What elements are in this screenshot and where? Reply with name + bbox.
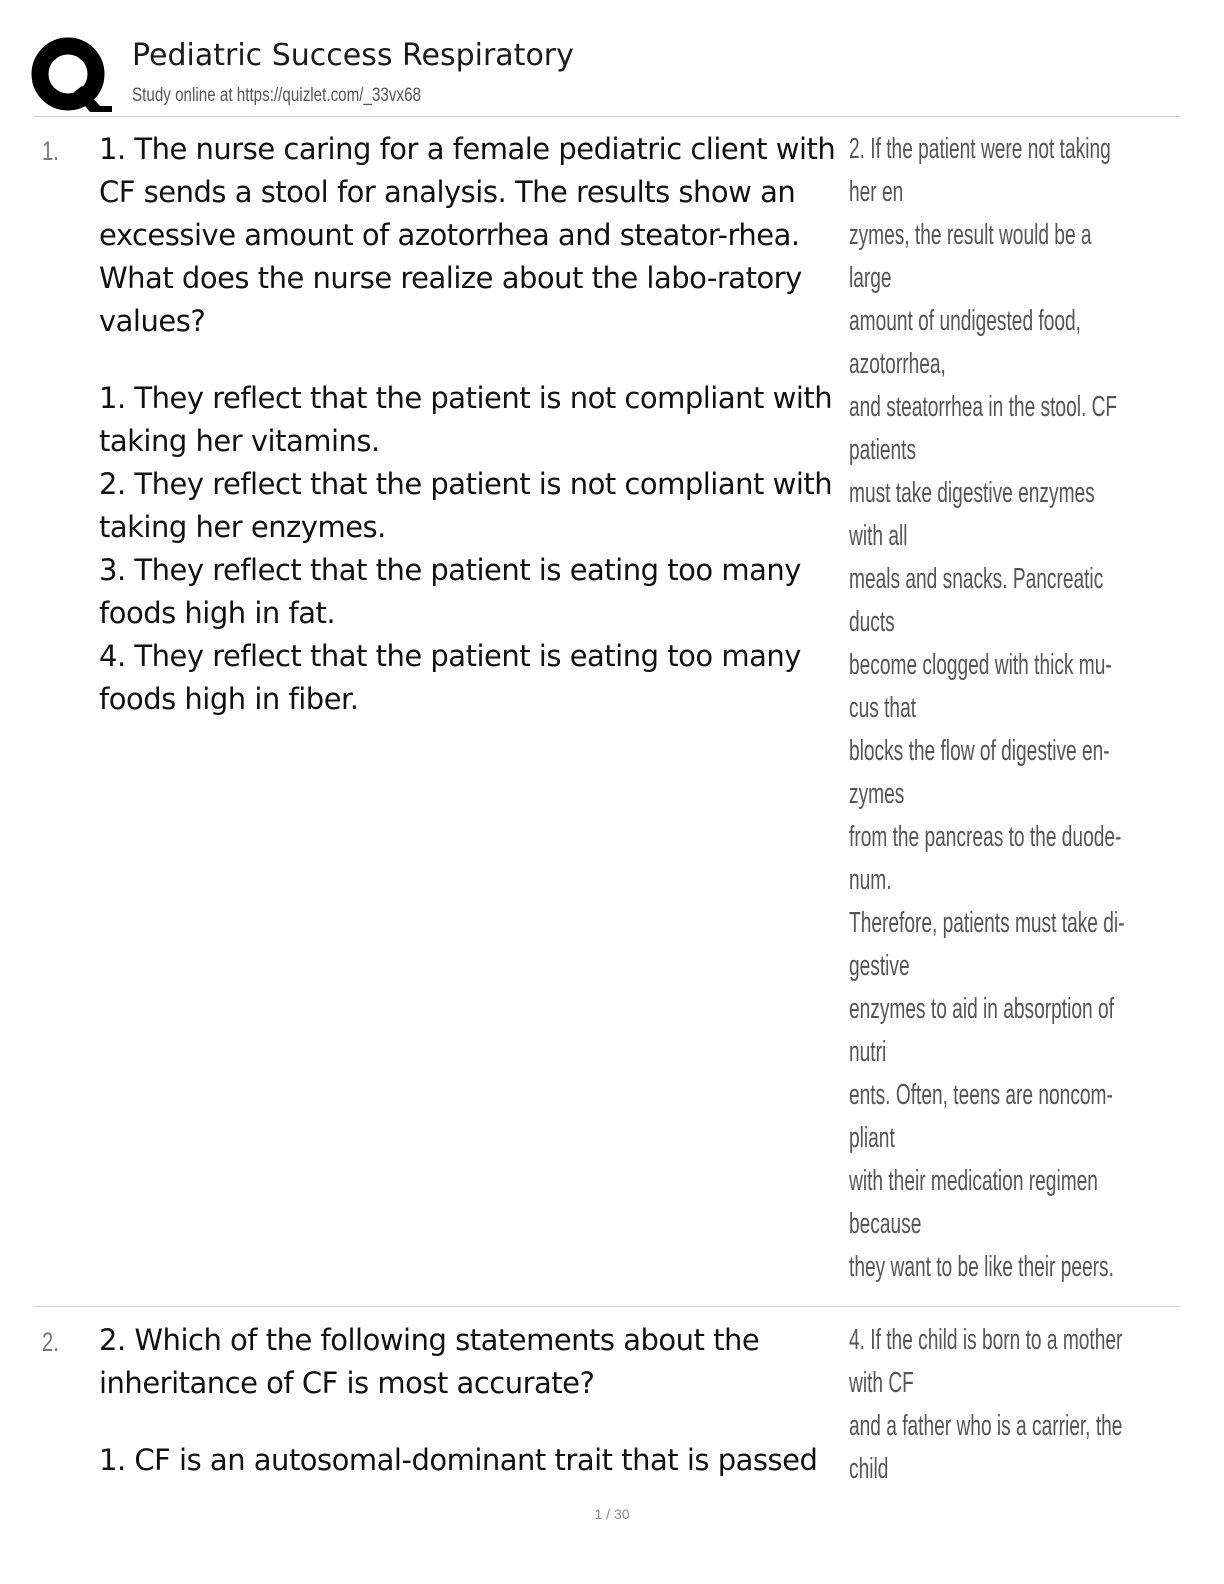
answer-option-3: 3. They reflect that the patient is eating too many foods high in fat. xyxy=(99,553,801,630)
quizlet-logo-icon xyxy=(30,36,112,112)
card-number: 1. xyxy=(42,136,59,166)
card-answer xyxy=(849,1319,1179,1491)
answer-option-1: 1. CF is an autosomal-dominant trait that is passed xyxy=(99,1443,818,1477)
answer-line: because xyxy=(849,1208,922,1240)
answer-line: become clogged with thick mu- xyxy=(849,649,1112,681)
answer-line: and a father who is a carrier, the xyxy=(849,1410,1123,1442)
answer-line: large xyxy=(849,262,892,294)
answer-line: pliant xyxy=(849,1122,895,1154)
card-question xyxy=(99,1319,845,1482)
answer-line: zymes, the result would be a xyxy=(849,219,1092,251)
answer-line: with CF xyxy=(849,1367,914,1399)
answer-option-4: 4. They reflect that the patient is eating too many foods high in fiber. xyxy=(99,639,801,716)
answer-option-2: 2. They reflect that the patient is not compliant with taking her enzymes. xyxy=(99,467,833,544)
answer-line: ents. Often, teens are noncom- xyxy=(849,1079,1113,1111)
answer-line: 4. If the child is born to a mother xyxy=(849,1324,1123,1356)
answer-line: and steatorrhea in the stool. CF xyxy=(849,391,1118,423)
answer-line: gestive xyxy=(849,950,910,982)
header-divider xyxy=(34,116,1180,117)
answer-line: nutri xyxy=(849,1036,887,1068)
answer-line: azotorrhea, xyxy=(849,348,946,380)
answer-line: enzymes to aid in absorption of xyxy=(849,993,1114,1025)
answer-line: from the pancreas to the duode- xyxy=(849,821,1122,853)
question-text: 1. The nurse caring for a female pediatric client with CF sends a stool for analysis. The results show an excessive amount of azotorrhea and steator-rhea. What does the nurse realize about the labo-ratory values? xyxy=(99,132,836,338)
answer-line: meals and snacks. Pancreatic xyxy=(849,563,1104,595)
card-answer xyxy=(849,128,1179,1289)
answer-line: must take digestive enzymes xyxy=(849,477,1095,509)
question-text: 2. Which of the following statements about the inheritance of CF is most accurate? xyxy=(99,1323,760,1400)
answer-line: with their medication regimen xyxy=(849,1165,1098,1197)
answer-line: num. xyxy=(849,864,892,896)
answer-line: amount of undigested food, xyxy=(849,305,1081,337)
answer-line: ducts xyxy=(849,606,895,638)
answer-line: her en xyxy=(849,176,904,208)
answer-line: zymes xyxy=(849,778,905,810)
answer-line: they want to be like their peers. xyxy=(849,1251,1114,1283)
study-link[interactable]: Study online at https://quizlet.com/_33vx68 xyxy=(132,85,421,106)
answer-line: Therefore, patients must take di- xyxy=(849,907,1125,939)
card-divider xyxy=(34,1306,1180,1307)
card-question xyxy=(99,128,845,721)
document-title: Pediatric Success Respiratory xyxy=(132,38,574,73)
answer-line: with all xyxy=(849,520,908,552)
answer-line: child xyxy=(849,1453,889,1485)
answer-line: blocks the flow of digestive en- xyxy=(849,735,1110,767)
answer-line: 2. If the patient were not taking xyxy=(849,133,1111,165)
answer-option-1: 1. They reflect that the patient is not compliant with taking her vitamins. xyxy=(99,381,833,458)
card-number: 2. xyxy=(42,1327,59,1357)
answer-line: patients xyxy=(849,434,917,466)
answer-line: cus that xyxy=(849,692,917,724)
page-number: 1 / 30 xyxy=(594,1506,630,1522)
